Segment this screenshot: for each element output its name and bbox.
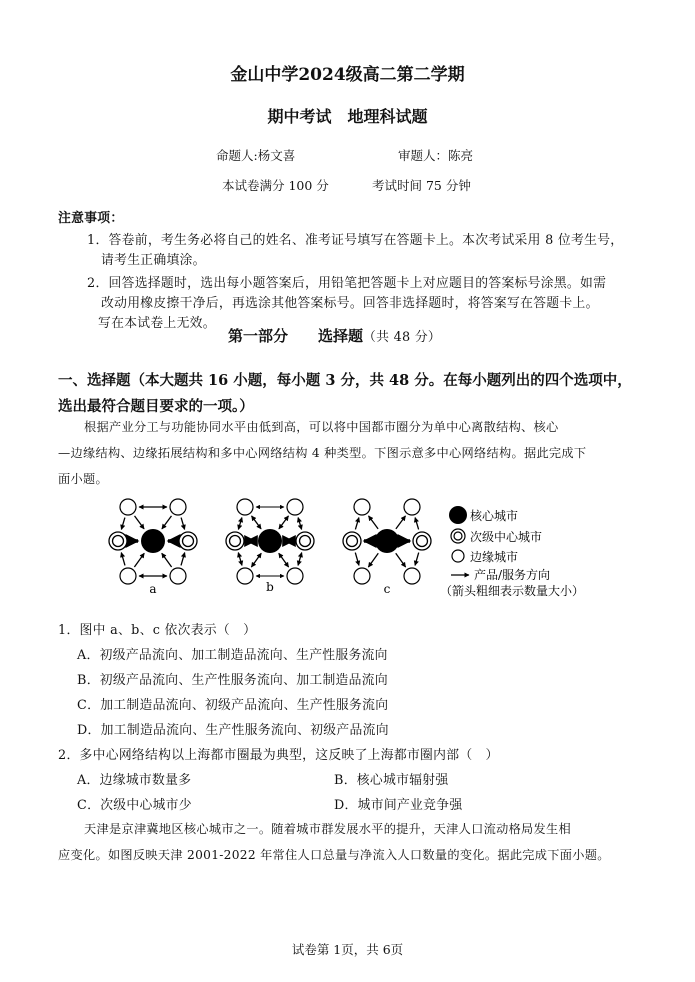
notice-item-1: 1．答卷前，考生务必将自己的姓名、准考证号填写在答题卡上。本次考试采用 8 位考生号， [87, 233, 624, 248]
passage2-line2: 应变化。如图反映天津 2001-2022 年常住人口总量与净流入人口数量的变化。据此完成下面小题。 [58, 848, 610, 862]
graph-label-b: b [266, 580, 274, 594]
section1-header: 一、选择题（本大题共 16 小题，每小题 3 分，共 48 分。在每小题列出的四个选项中， [58, 372, 632, 389]
notice-heading: 注意事项： [58, 211, 124, 226]
flow-arrow [162, 553, 172, 567]
core-city-icon [449, 506, 467, 524]
notice-item-2-cont2: 写在本试卷上无效。 [98, 316, 216, 331]
flow-arrow [396, 553, 406, 567]
edge-city-node [287, 499, 303, 515]
notice-item-2: 2．回答选择题时，选出每小题答案后，用铅笔把答题卡上对应题目的答案标号涂黑。如需 [87, 276, 607, 291]
edge-city-node [170, 499, 186, 515]
legend-secondary: 次级中心城市 [470, 530, 543, 544]
legend-note: （箭头粗细表示数量大小） [440, 584, 585, 598]
q2-stem: 2．多中心网络结构以上海都市圈最为典型，这反映了上海都市圈内部（ ） [58, 748, 499, 763]
network-structure-figure [90, 490, 610, 600]
author: 命题人:杨文喜 [216, 148, 296, 163]
page-footer: 试卷第 1页，共 6页 [291, 942, 404, 957]
edge-city-node [287, 568, 303, 584]
graph-label-c: c [383, 582, 391, 596]
flow-arrow [415, 553, 419, 566]
edge-city-icon [452, 550, 464, 562]
flow-arrow [121, 553, 125, 566]
notice-item-2-cont: 改动用橡皮擦干净后，再选涂其他答案标号。回答非选择题时，将答案写在答题卡上。 [101, 296, 599, 311]
flow-arrow [415, 518, 419, 530]
score-info: 本试卷满分 100 分 [222, 178, 329, 193]
notice-item-1-cont: 请考生正确填涂。 [101, 253, 206, 268]
flow-arrow [251, 553, 261, 567]
q1-option-b[interactable]: B．初级产品流向、生产性服务流向、加工制造品流向 [77, 673, 388, 688]
passage1-line1: 根据产业分工与功能协同水平由低到高，可以将中国都市圈分为单中心离散结构、核心 [84, 420, 559, 434]
passage2-line1: 天津是京津冀地区核心城市之一。随着城市群发展水平的提升，天津人口流动格局发生相 [84, 822, 572, 836]
edge-city-node [404, 568, 420, 584]
core-city-node [258, 529, 282, 553]
exam-subtitle: 期中考试 地理科试题 [267, 107, 428, 126]
section1-header-cont: 选出最符合题目要求的一项。） [58, 398, 254, 415]
q2-option-c[interactable]: C．次级中心城市少 [77, 798, 192, 813]
legend-core: 核心城市 [470, 509, 519, 523]
flow-arrow [368, 553, 378, 567]
flow-arrow [135, 516, 145, 529]
core-city-node [375, 529, 399, 553]
edge-city-node [237, 568, 253, 584]
edge-city-node [120, 568, 136, 584]
edge-city-node [354, 568, 370, 584]
edge-city-node [404, 499, 420, 515]
flow-arrow [252, 516, 262, 529]
edge-city-node [354, 499, 370, 515]
q1-stem: 1．图中 a、b、c 依次表示（ ） [58, 623, 257, 638]
legend-edge: 边缘城市 [470, 550, 519, 564]
edge-city-node [237, 499, 253, 515]
graph-label-a: a [149, 582, 157, 596]
q1-option-d[interactable]: D．加工制造品流向、生产性服务流向、初级产品流向 [77, 723, 389, 738]
part1-points: （共 48 分） [363, 330, 442, 345]
legend-direction: 产品/服务方向 [474, 568, 551, 582]
passage1-line3: 面小题。 [58, 472, 108, 486]
exam-title: 金山中学2024级高二第二学期 [230, 65, 465, 85]
flow-arrow [181, 553, 185, 566]
flow-arrow [355, 553, 359, 566]
q2-option-b[interactable]: B．核心城市辐射强 [334, 773, 449, 788]
legend [440, 506, 584, 598]
q2-option-a[interactable]: A．边缘城市数量多 [77, 773, 192, 788]
flow-arrow [298, 518, 302, 530]
flow-arrow [162, 516, 172, 529]
flow-arrow [238, 553, 242, 566]
flow-arrow [134, 553, 144, 567]
flow-arrow [279, 516, 289, 529]
flow-arrow [181, 518, 185, 530]
flow-arrow [355, 518, 359, 530]
time-info: 考试时间 75 分钟 [372, 178, 471, 193]
flow-arrow [238, 518, 242, 530]
flow-arrow [396, 516, 406, 529]
flow-arrow [298, 553, 302, 566]
q2-option-d[interactable]: D．城市间产业竞争强 [334, 798, 463, 813]
core-city-node [141, 529, 165, 553]
edge-city-node [120, 499, 136, 515]
q1-option-a[interactable]: A．初级产品流向、加工制造品流向、生产性服务流向 [77, 648, 388, 663]
edge-city-node [170, 568, 186, 584]
flow-arrow [121, 518, 125, 530]
q1-option-c[interactable]: C．加工制造品流向、初级产品流向、生产性服务流向 [77, 698, 389, 713]
reviewer: 审题人：陈亮 [398, 148, 474, 163]
part1-header [228, 325, 441, 346]
part1-title: 第一部分 选择题 [228, 327, 364, 345]
flow-arrow [279, 553, 289, 567]
passage1-line2: —边缘结构、边缘拓展结构和多中心网络结构 4 种类型。下图示意多中心网络结构。据此完成下 [58, 446, 587, 460]
flow-arrow [369, 516, 379, 529]
